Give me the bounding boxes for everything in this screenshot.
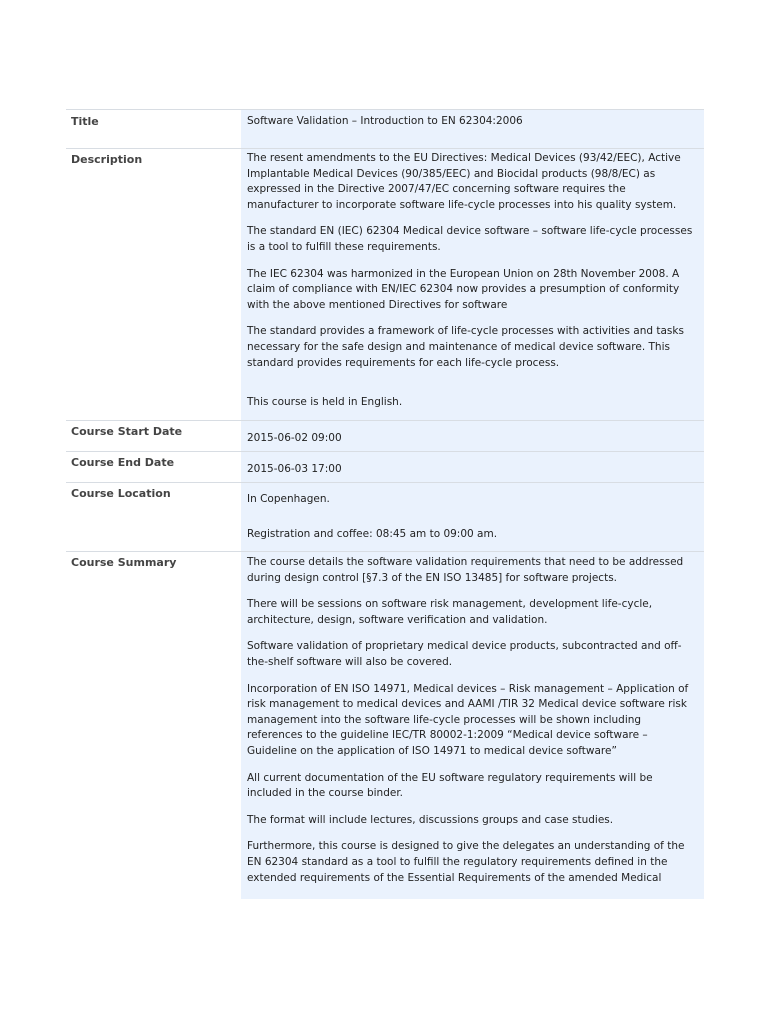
end-date-label: Course End Date <box>71 456 175 469</box>
description-row <box>66 149 704 421</box>
summary-paragraph: All current documentation of the EU software regulatory requirements will be included in the course binder. <box>247 771 653 800</box>
location-registration: Registration and coffee: 08:45 am to 09:00 am. <box>247 527 498 540</box>
title-value: Software Validation – Introduction to EN 62304:2006 <box>241 110 704 148</box>
description-paragraph: The standard provides a framework of life-cycle processes with activities and tasks necessary for the safe design and maintenance of medical device software. This standard provides requirements for each life-cycle process. <box>247 325 684 369</box>
summary-value <box>241 552 704 899</box>
summary-paragraph: The course details the software validation requirements that need to be addressed during design control [§7.3 of the EN ISO 13485] for software projects. <box>247 556 684 584</box>
summary-paragraph: Incorporation of EN ISO 14971, Medical devices – Risk management – Application of risk management to medical devices and AAMI /TIR 32 Medical device software risk management into the software life-cycle processes will be shown including references to the guideline IEC/TR 80002-1:2009 “Medical device software – Guideline on the application of ISO 14971 to medical device software” <box>247 682 689 757</box>
end-date-row <box>66 452 704 483</box>
end-date-value: 2015-06-03 17:00 <box>241 452 704 482</box>
description-paragraph: The IEC 62304 was harmonized in the European Union on 28th November 2008. A claim of compliance with EN/IEC 62304 now provides a presumption of conformity with the above mentioned Directives for software <box>247 267 680 311</box>
summary-label: Course Summary <box>71 556 177 569</box>
description-label: Description <box>71 153 143 166</box>
location-label: Course Location <box>71 487 171 500</box>
title-label: Title <box>71 115 99 128</box>
location-row <box>66 483 704 552</box>
start-date-row <box>66 421 704 452</box>
description-value <box>241 149 704 420</box>
summary-row <box>66 552 704 899</box>
description-language-note: This course is held in English. <box>247 396 403 409</box>
summary-paragraph: The format will include lectures, discussions groups and case studies. <box>247 813 614 826</box>
description-paragraph: The resent amendments to the EU Directives: Medical Devices (93/42/EEC), Active Implantable Medical Devices (90/385/EEC) and Biocidal products (98/8/EC) as expressed in the Directive 2007/47/EC concerning software requires the manufacturer to incorporate software life-cycle processes into his quality system. <box>247 152 681 211</box>
title-row <box>66 110 704 149</box>
summary-paragraph: Furthermore, this course is designed to give the delegates an understanding of the EN 62304 standard as a tool to fulfill the regulatory requirements defined in the extended requirements of the Essential Requirements of the amended Medical <box>247 840 685 884</box>
summary-paragraph: Software validation of proprietary medical device products, subcontracted and off-the-shelf software will also be covered. <box>247 640 682 668</box>
course-details-table <box>66 109 704 899</box>
summary-paragraph: There will be sessions on software risk management, development life-cycle, architecture, design, software verification and validation. <box>247 598 653 626</box>
description-paragraph: The standard EN (IEC) 62304 Medical device software – software life-cycle processes is a tool to fulfill these requirements. <box>247 225 693 253</box>
start-date-label: Course Start Date <box>71 425 183 438</box>
start-date-value: 2015-06-02 09:00 <box>241 421 704 451</box>
location-value <box>241 483 704 551</box>
location-city: In Copenhagen. <box>247 493 330 505</box>
